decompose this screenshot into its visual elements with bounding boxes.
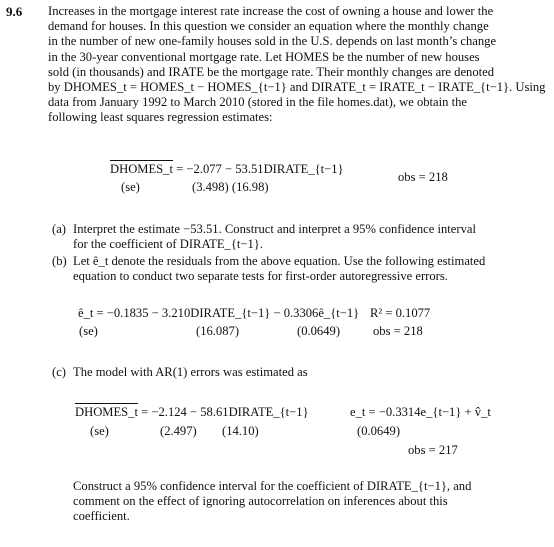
closing-text [73, 479, 471, 525]
eq2-se-label: (se) [79, 324, 98, 338]
eq3-se-label: (se) [90, 424, 109, 438]
eq3-obs: obs = 217 [408, 443, 458, 457]
closing-line: coefficient. [73, 509, 130, 524]
problem-number: 9.6 [6, 4, 23, 19]
eq2-obs: obs = 218 [373, 324, 423, 338]
eq3-lhs: DHOMES_t [75, 405, 138, 419]
part-b-label: (b) [52, 254, 67, 268]
part-b-text [73, 254, 485, 284]
eq3-error-eq: e_t = −0.3314e_{t−1} + v̂_t [350, 405, 491, 419]
eq3-rhs: = −2.124 − 58.61DIRATE_{t−1} [141, 405, 309, 419]
part-a-text [73, 222, 476, 252]
part-a-label: (a) [52, 222, 66, 236]
eq1-obs: obs = 218 [398, 170, 448, 184]
part-b-line: equation to conduct two separate tests for first-order autoregressive errors. [73, 269, 448, 284]
eq2-rhs: ê_t = −0.1835 − 3.210DIRATE_{t−1} − 0.3306ê_{t−1} [78, 306, 360, 320]
closing-line: Construct a 95% confidence interval for the coefficient of DIRATE_{t−1}, and [73, 479, 472, 493]
intro-line: sold (in thousands) and IRATE be the mortgage rate. Their monthly changes are denoted [48, 64, 495, 79]
intro-line: demand for houses. In this question we consider an equation where the monthly change [48, 19, 489, 34]
eq1-row [110, 162, 344, 177]
eq3-row [75, 405, 309, 420]
eq3-se2: (14.10) [222, 424, 259, 438]
eq1-se-label: (se) [121, 180, 140, 194]
eq1-se-values: (3.498) (16.98) [192, 180, 269, 194]
part-b-line: Let ê_t denote the residuals from the above equation. Use the following estimated [73, 254, 486, 268]
part-a-line: Interpret the estimate −53.51. Construct and interpret a 95% confidence interval [73, 222, 476, 236]
intro-line: following least squares regression estimates: [48, 110, 273, 125]
closing-line: comment on the effect of ignoring autocorrelation on inferences about this [73, 494, 448, 509]
problem-intro [48, 4, 546, 126]
part-a-line: for the coefficient of DIRATE_{t−1}. [73, 237, 263, 252]
eq2-se2: (0.0649) [297, 324, 341, 338]
eq1-rhs: = −2.077 − 53.51DIRATE_{t−1} [176, 162, 344, 176]
intro-line: in the 30-year conventional mortgage rate. Let HOMES be the number of new houses [48, 49, 480, 64]
eq3-se1: (2.497) [160, 424, 197, 438]
intro-line: Increases in the mortgage interest rate increase the cost of owning a house and lower the [48, 4, 494, 18]
eq2-r2: R² = 0.1077 [370, 306, 431, 320]
eq2-se1: (16.087) [196, 324, 240, 338]
part-c-text: The model with AR(1) errors was estimated as [73, 365, 308, 379]
part-c-label: (c) [52, 365, 66, 379]
eq1-lhs: DHOMES_t [110, 162, 173, 176]
eq3-se3: (0.0649) [357, 424, 401, 438]
intro-line: by DHOMES_t = HOMES_t − HOMES_{t−1} and DIRATE_t = IRATE_t − IRATE_{t−1}. Using [48, 80, 546, 95]
intro-line: in the number of new one-family houses sold in the U.S. depends on last month’s change [48, 34, 497, 49]
intro-line: data from January 1992 to March 2010 (stored in the file homes.dat), we obtain the [48, 95, 467, 110]
